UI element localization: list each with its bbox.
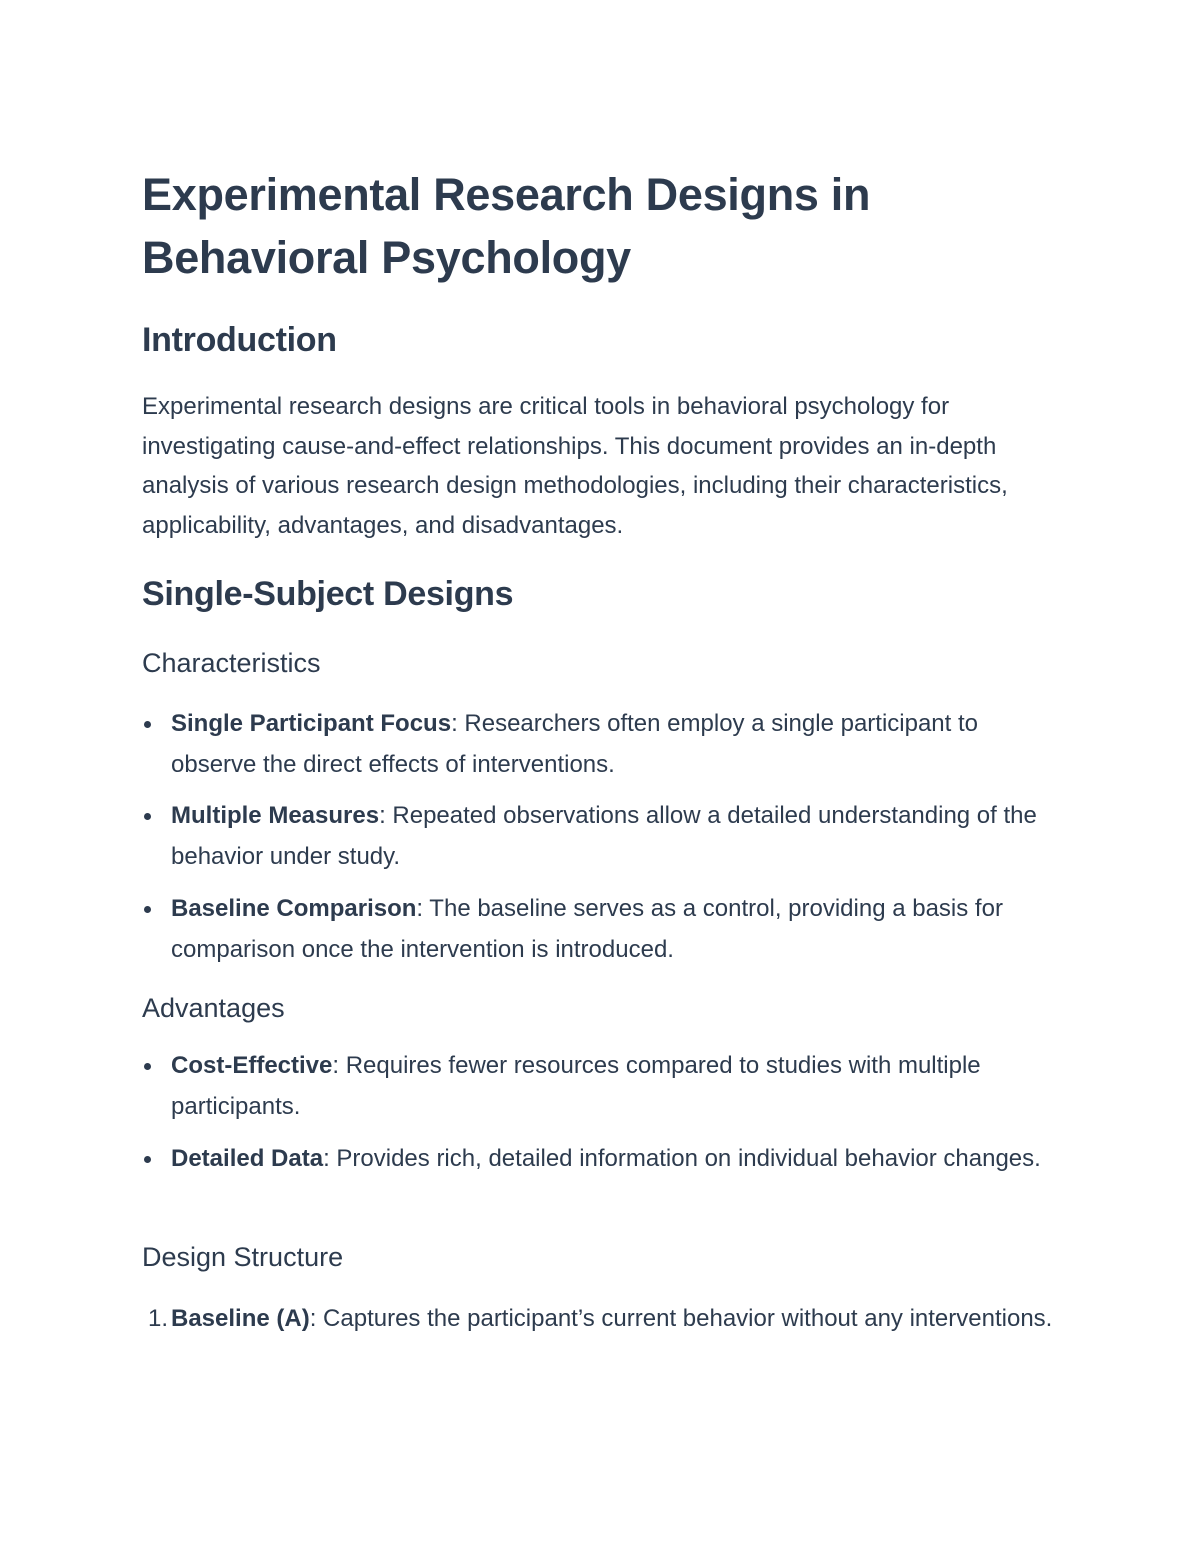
single-subject-heading: Single-Subject Designs <box>142 575 514 613</box>
bullet-icon <box>144 1063 151 1070</box>
list-item-term: Baseline (A) <box>171 1305 310 1332</box>
list-item-text: : Repeated observations allow a detailed understanding of the behavior under study. <box>171 802 1037 870</box>
list-item-text: : Captures the participant’s current behavior without any interventions. <box>309 1305 1053 1332</box>
list-item-term: Cost-Effective <box>171 1052 333 1079</box>
bullet-icon <box>144 906 151 913</box>
list-item <box>142 889 1062 970</box>
list-number: 1. <box>148 1305 169 1332</box>
list-item <box>142 1139 1062 1180</box>
list-item <box>142 1046 1062 1127</box>
document-title: Experimental Research Designs in Behavioral Psychology <box>142 169 871 283</box>
list-item-term: Detailed Data <box>171 1145 324 1172</box>
list-item <box>142 704 1062 785</box>
bullet-icon <box>144 721 151 728</box>
numbered-list-item <box>142 1299 1062 1340</box>
list-item-text: : Provides rich, detailed information on individual behavior changes. <box>323 1145 1041 1172</box>
list-item-text: : The baseline serves as a control, providing a basis for comparison once the intervention is introduced. <box>171 895 1003 963</box>
design-structure-heading: Design Structure <box>142 1242 344 1272</box>
advantages-heading: Advantages <box>142 993 285 1023</box>
introduction-paragraph: Experimental research designs are critical tools in behavioral psychology for investigating cause-and-effect relationships. This document provides an in-depth analysis of various research design methodologies, including their characteristics, applicability, advantages, and disadvantages. <box>142 393 1008 539</box>
introduction-heading: Introduction <box>142 321 337 359</box>
list-item-term: Single Participant Focus <box>171 710 452 737</box>
list-item-text: : Requires fewer resources compared to studies with multiple participants. <box>171 1052 981 1120</box>
bullet-icon <box>144 1156 151 1163</box>
bullet-icon <box>144 813 151 820</box>
characteristics-heading: Characteristics <box>142 648 321 678</box>
list-item-text: : Researchers often employ a single participant to observe the direct effects of interventions. <box>171 710 979 778</box>
list-item-term: Baseline Comparison <box>171 895 417 922</box>
list-item <box>142 796 1062 877</box>
list-item-term: Multiple Measures <box>171 802 380 829</box>
